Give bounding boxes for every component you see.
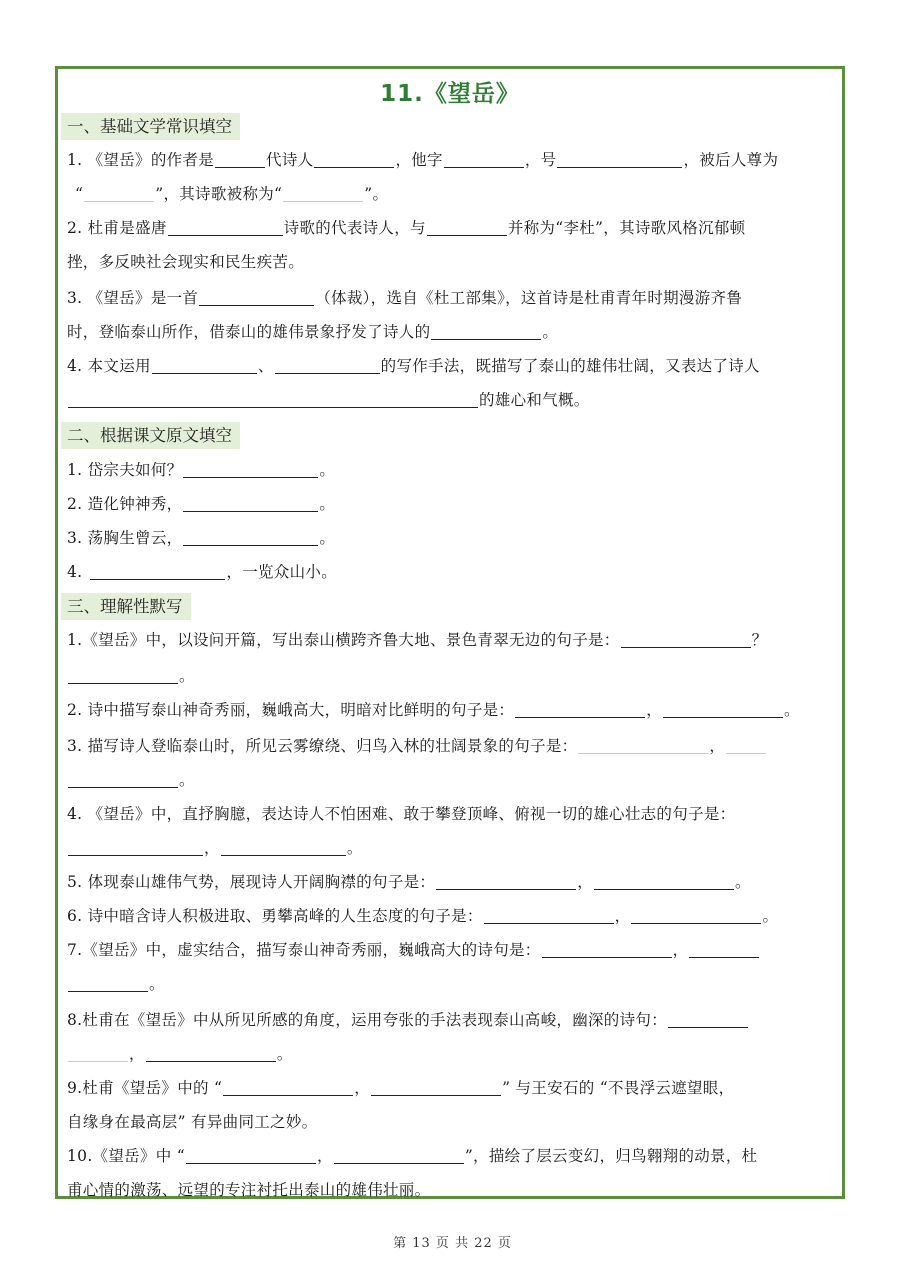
blank[interactable] [68, 667, 178, 684]
question-1-1: 1. 《望岳》的作者是 代诗人 ，他字 ，号 ，被后人尊为 [67, 151, 779, 169]
question-3-3-cont: 。 [67, 769, 195, 791]
question-3-9: 9.杜甫《望岳》中的 “ ， ” 与王安石的 “不畏浮云遮望眼， [67, 1079, 735, 1097]
section-heading-basic-knowledge: 一、基础文学常识填空 [61, 113, 240, 140]
question-3-9-cont: 自缘身在最高层” 有异曲同工之妙。 [67, 1113, 318, 1131]
blank[interactable] [90, 563, 225, 580]
blank[interactable] [68, 839, 203, 856]
question-1-1-cont: “ ”，其诗歌被称为“ ”。 [75, 185, 389, 203]
question-1-4: 4. 本文运用 、 的写作手法，既描写了泰山的雄伟壮阔，又表达了诗人 [67, 357, 760, 375]
blank[interactable] [84, 185, 154, 202]
blank[interactable] [314, 151, 394, 168]
blank[interactable] [726, 737, 766, 754]
question-3-7-cont: 。 [67, 973, 165, 995]
question-2-1: 1. 岱宗夫如何？ 。 [67, 461, 336, 479]
question-3-8: 8.杜甫在《望岳》中从所见所感的角度，运用夸张的手法表现泰山高峻，幽深的诗句： [67, 1009, 749, 1031]
blank[interactable] [152, 357, 257, 374]
blank[interactable] [183, 495, 318, 512]
question-3-5: 5. 体现泰山雄伟气势，展现诗人开阔胸襟的句子是： ， 。 [67, 873, 751, 891]
question-1-2-cont: 挫，多反映社会现实和民生疾苦。 [67, 253, 305, 271]
blank[interactable] [431, 323, 541, 340]
question-1-4-cont: 的雄心和气概。 [67, 389, 590, 411]
page-number: 第 13 页 共 22 页 [393, 1236, 512, 1251]
blank[interactable] [515, 701, 645, 718]
worksheet-frame [55, 66, 845, 1199]
blank[interactable] [689, 941, 759, 958]
blank[interactable] [668, 1011, 748, 1028]
page-title: 11.《望岳》 [380, 81, 520, 107]
blank[interactable] [631, 907, 761, 924]
question-3-6: 6. 诗中暗含诗人积极进取、勇攀高峰的人生态度的句子是： ， 。 [67, 907, 779, 925]
question-3-3: 3. 描写诗人登临泰山时，所见云雾缭绕、归鸟入林的壮阔景象的句子是： ， [67, 735, 767, 757]
section-heading-recitation: 二、根据课文原文填空 [61, 422, 240, 449]
blank[interactable] [371, 1079, 501, 1096]
question-3-7: 7.《望岳》中，虚实结合，描写泰山神奇秀丽，巍峨高大的诗句是： ， [67, 939, 760, 961]
question-2-3: 3. 荡胸生曾云， 。 [67, 529, 336, 547]
blank[interactable] [146, 1045, 276, 1062]
question-3-4: 4. 《望岳》中，直抒胸臆，表达诗人不怕困难、敢于攀登顶峰、俯视一切的雄心壮志的句子是： [67, 805, 736, 823]
question-3-2: 2. 诗中描写泰山神奇秀丽，巍峨高大，明暗对比鲜明的句子是： ， 。 [67, 701, 800, 719]
blank[interactable] [68, 391, 478, 408]
blank[interactable] [334, 1147, 464, 1164]
blank[interactable] [542, 941, 672, 958]
question-2-2: 2. 造化钟神秀， 。 [67, 495, 336, 513]
question-3-1: 1.《望岳》中，以设问开篇，写出泰山横跨齐鲁大地、景色青翠无边的句子是： ？ [67, 631, 768, 649]
blank[interactable] [283, 185, 363, 202]
blank[interactable] [594, 873, 734, 890]
blank[interactable] [663, 701, 783, 718]
blank[interactable] [221, 839, 346, 856]
blank[interactable] [436, 873, 576, 890]
blank[interactable] [186, 1147, 316, 1164]
blank[interactable] [183, 529, 318, 546]
blank[interactable] [444, 151, 524, 168]
question-3-4-cont: ， 。 [67, 837, 363, 859]
blank[interactable] [427, 219, 507, 236]
blank[interactable] [578, 737, 708, 754]
question-3-10: 10.《望岳》中 “ ， ”，描绘了层云变幻，归鸟翱翔的动景，杜 [67, 1147, 758, 1165]
blank[interactable] [621, 631, 751, 648]
blank[interactable] [68, 771, 178, 788]
blank[interactable] [68, 1045, 128, 1062]
blank[interactable] [199, 289, 314, 306]
question-3-10-cont: 甫心情的激荡、远望的专注衬托出泰山的雄伟壮丽。 [67, 1181, 431, 1199]
question-2-4: 4. ，一览众山小。 [67, 563, 337, 581]
blank[interactable] [183, 461, 318, 478]
blank[interactable] [68, 975, 148, 992]
blank[interactable] [168, 219, 283, 236]
blank[interactable] [557, 151, 682, 168]
question-1-3: 3. 《望岳》是一首 （体裁），选自《杜工部集》，这首诗是杜甫青年时期漫游齐鲁 [67, 289, 743, 307]
section-heading-comprehension: 三、理解性默写 [61, 593, 191, 620]
question-1-2: 2. 杜甫是盛唐 诗歌的代表诗人，与 并称为“李杜”，其诗歌风格沉郁顿 [67, 219, 746, 237]
question-3-1-cont: 。 [67, 665, 195, 687]
blank[interactable] [275, 357, 380, 374]
blank[interactable] [223, 1079, 353, 1096]
question-1-3-cont: 时，登临泰山所作，借泰山的雄伟景象抒发了诗人的 。 [67, 323, 559, 341]
question-3-8-cont: ， 。 [67, 1043, 293, 1065]
blank[interactable] [215, 151, 265, 168]
blank[interactable] [484, 907, 614, 924]
